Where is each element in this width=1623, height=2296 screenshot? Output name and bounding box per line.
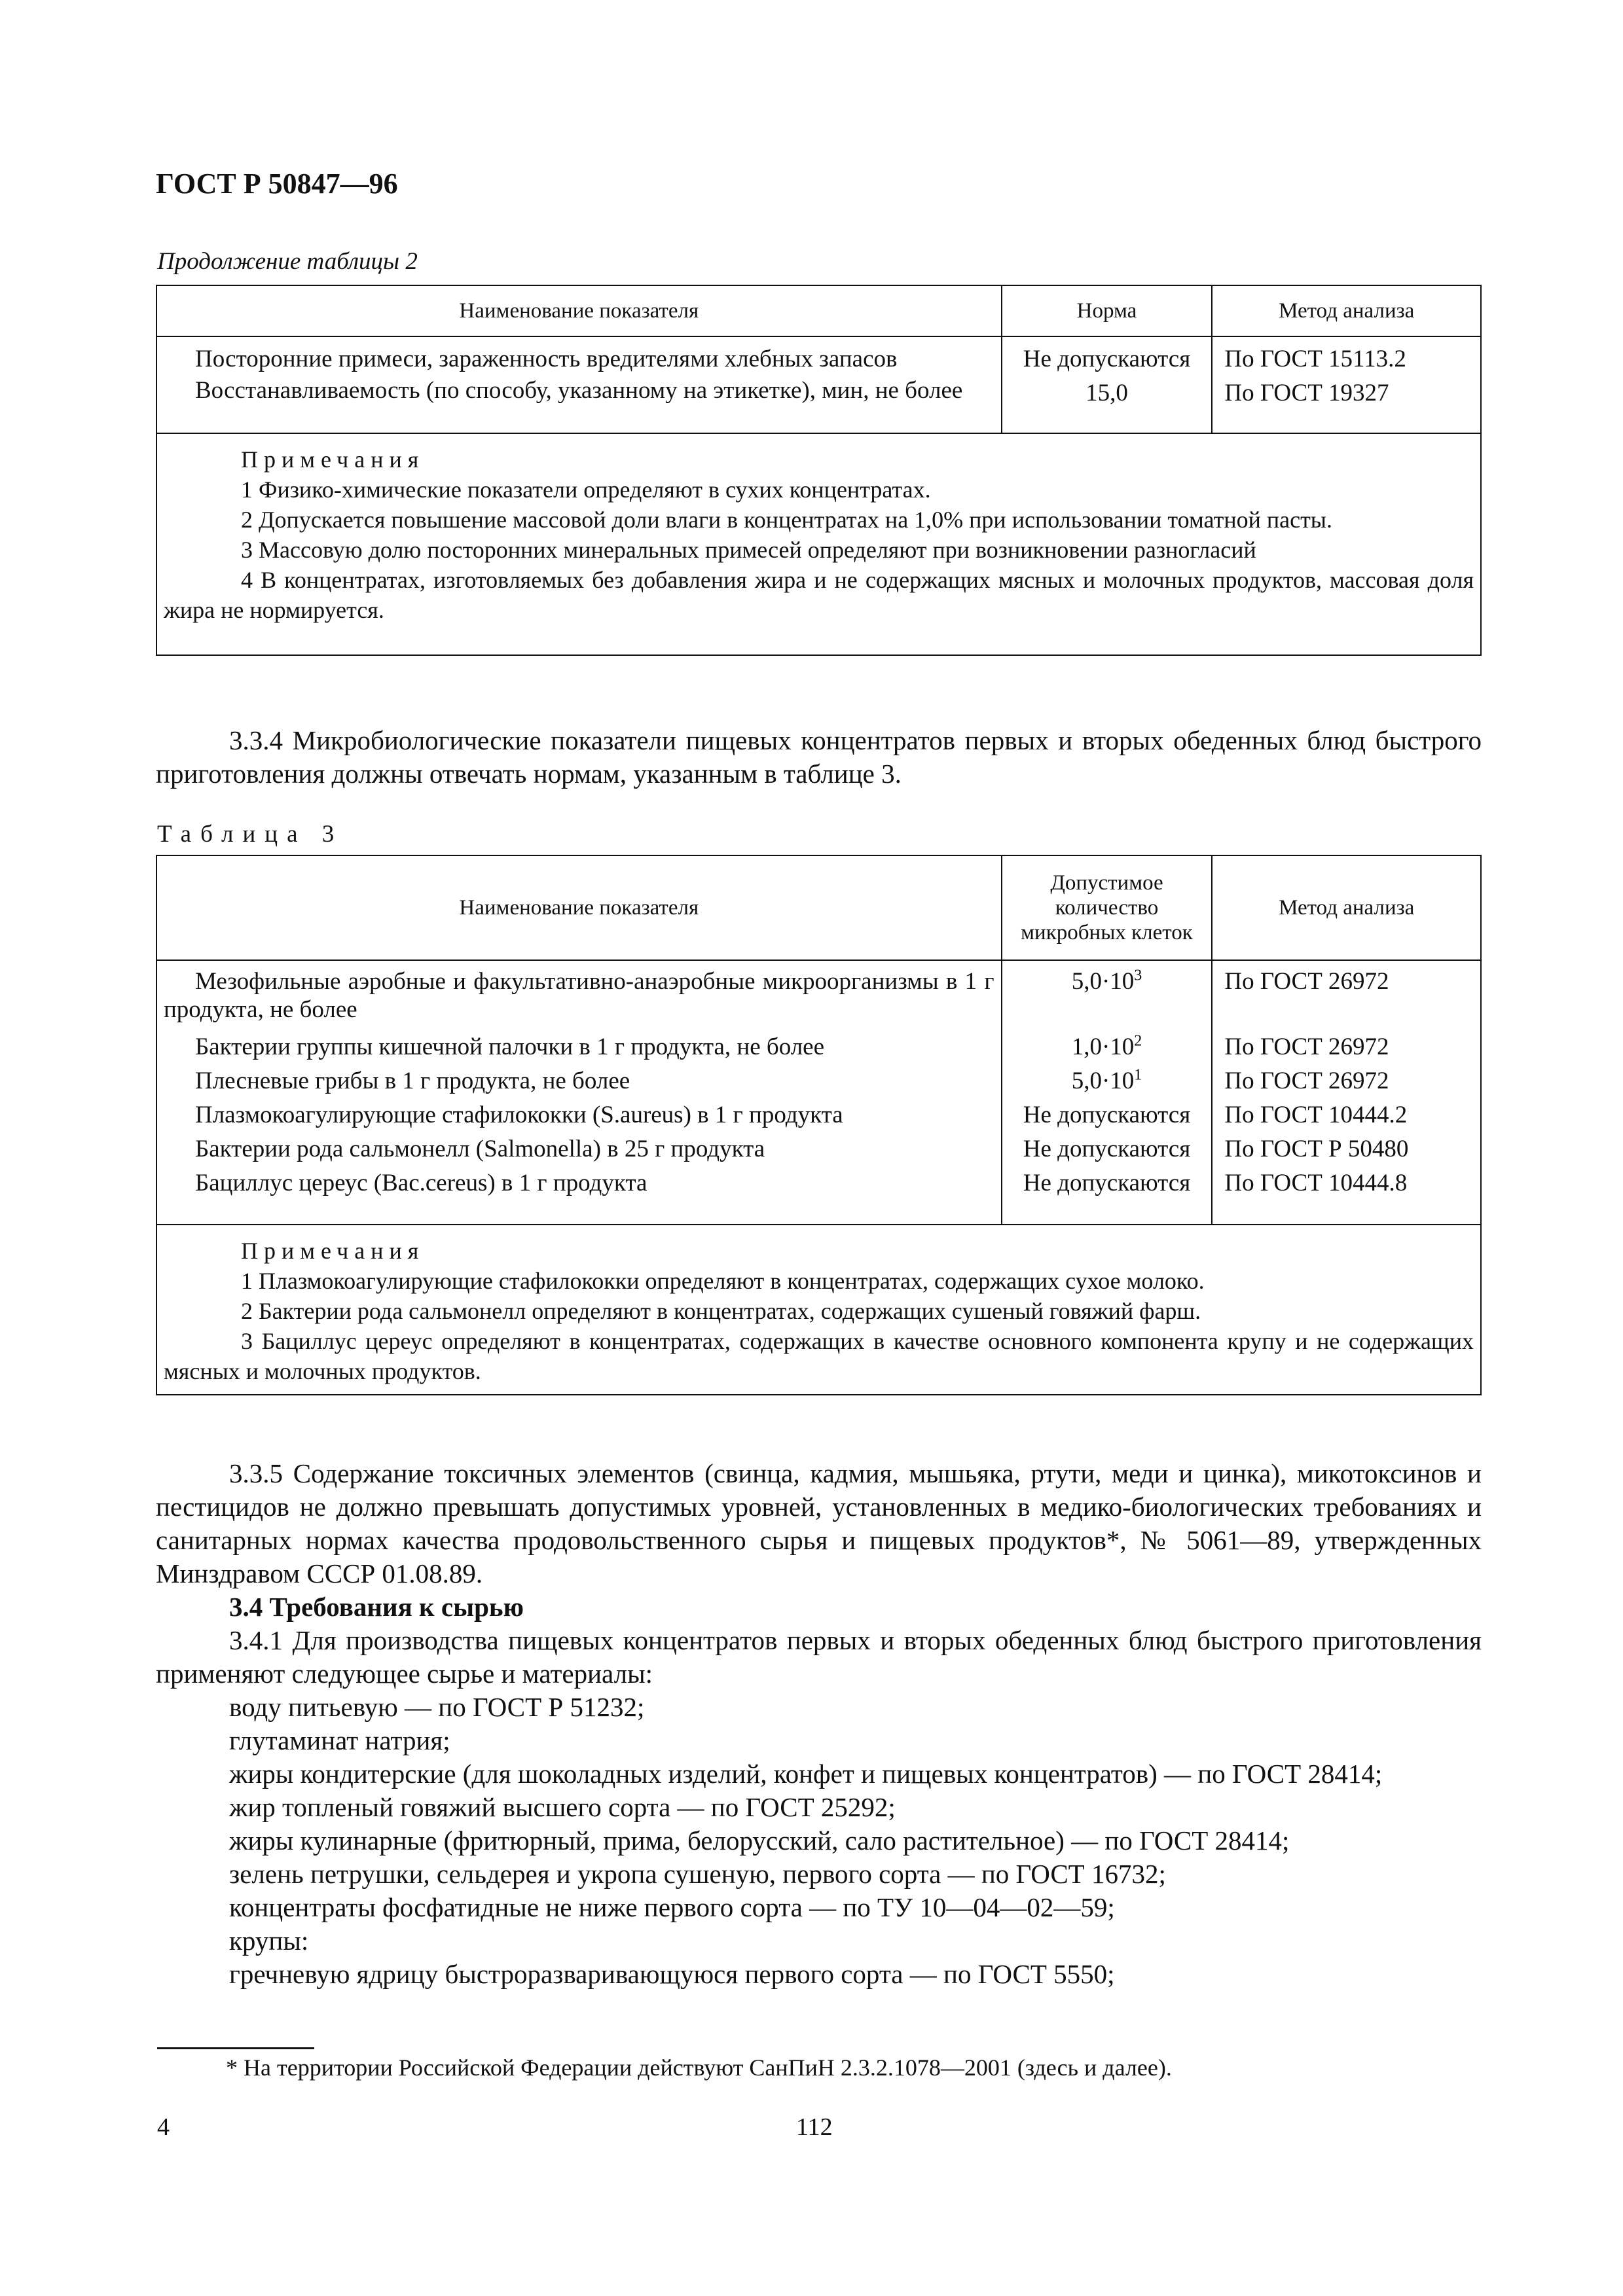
- notes-title: Примечания: [241, 1238, 425, 1264]
- table-row-count: Не допускаются: [1023, 1170, 1191, 1196]
- table-row-norm: 15,0: [1085, 380, 1128, 406]
- table3-body: [156, 960, 1481, 1225]
- table3-header-row: [156, 855, 1481, 960]
- table2-caption: Продолжение таблицы 2: [157, 248, 418, 275]
- table3-col-method: Метод анализа: [1212, 855, 1481, 960]
- table-row-count: $5,0\cdot 10^1$: [1071, 1066, 1142, 1094]
- table-row-method: По ГОСТ 10444.2: [1224, 1102, 1408, 1128]
- page-number: 4: [157, 2113, 170, 2141]
- footnote-divider: [157, 2047, 314, 2049]
- table-row-name: Восстанавливаемость (по способу, указанному на этикетке), мин, не более: [195, 377, 963, 404]
- list-item: крупы:: [229, 1926, 309, 1956]
- table3-notes-row: [156, 1225, 1481, 1395]
- table-3: [156, 855, 1482, 1395]
- table-row-method: По ГОСТ 15113.2: [1224, 346, 1406, 372]
- list-item: зелень петрушки, сельдерея и укропа сушеную, первого сорта — по ГОСТ 16732;: [229, 1859, 1166, 1889]
- list-item: жиры кулинарные (фритюрный, прима, белорусский, сало растительное) — по ГОСТ 28414;: [229, 1825, 1290, 1856]
- table-row-method: По ГОСТ 26972: [1224, 1033, 1389, 1060]
- paragraph-3-3-4: 3.3.4 Микробиологические показатели пищевых концентратов первых и вторых обеденных блюд быстрого приготовления должны отвечать нормам, указанным в таблице 3.: [156, 725, 1482, 789]
- table-row-norm: Не допускаются: [1023, 346, 1191, 372]
- table-row-name: Плесневые грибы в 1 г продукта, не более: [195, 1067, 630, 1094]
- notes-title: Примечания: [241, 446, 425, 473]
- list-item: воду питьевую — по ГОСТ Р 51232;: [229, 1692, 645, 1722]
- note-item: 3 Массовую долю посторонних минеральных примесей определяют при возникновении разногласий: [241, 537, 1256, 563]
- footnote: * На территории Российской Федерации действуют СанПиН 2.3.2.1078—2001 (здесь и далее).: [226, 2054, 1172, 2081]
- table-row-name: Мезофильные аэробные и факультативно-анаэробные микроорганизмы в 1 г продукта, не более: [164, 968, 994, 1023]
- table2-body: [156, 336, 1481, 433]
- table-row-name: Посторонние примеси, зараженность вредителями хлебных запасов: [195, 346, 898, 372]
- table-row-count: $1,0\cdot 10^2$: [1071, 1032, 1142, 1060]
- table-row-method: По ГОСТ 19327: [1224, 380, 1389, 406]
- table-row-name: Плазмокоагулирующие стафилококки (S.aureus) в 1 г продукта: [195, 1102, 843, 1128]
- table2-notes-row: [156, 433, 1481, 655]
- table3-col-count: Допустимое количество микробных клеток: [1002, 855, 1213, 960]
- note-item: 2 Бактерии рода сальмонелл определяют в концентратах, содержащих сушеный говяжий фарш.: [241, 1298, 1201, 1324]
- paragraph-3-3-5: 3.3.5 Содержание токсичных элементов (свинца, кадмия, мышьяка, ртути, меди и цинка), микотоксинов и пестицидов не должно превышать допустимых уровней, установленных в медико-биологических требованиях и санитарных нормах качества продовольственного сырья и пищевых продуктов*, № 5061—89, утвержденных Минздравом СССР 01.08.89.: [156, 1458, 1482, 1588]
- table3-col-name: Наименование показателя: [156, 855, 1002, 960]
- note-item: 1 Плазмокоагулирующие стафилококки определяют в концентратах, содержащих сухое молоко.: [241, 1268, 1205, 1294]
- heading-3-4: 3.4 Требования к сырью: [229, 1592, 524, 1622]
- table-row-count: Не допускаются: [1023, 1102, 1191, 1128]
- table2-header-row: [156, 285, 1481, 336]
- note-item: 3 Бациллус цереус определяют в концентратах, содержащих в качестве основного компонента крупу и не содержащих мясных и молочных продуктов.: [164, 1328, 1474, 1384]
- table-row-method: По ГОСТ 26972: [1224, 1067, 1389, 1094]
- table2-col-name: Наименование показателя: [156, 285, 1002, 336]
- print-page-number: 112: [796, 2113, 833, 2141]
- table-row-count: Не допускаются: [1023, 1136, 1191, 1162]
- list-item: концентраты фосфатидные не ниже первого сорта — по ТУ 10—04—02—59;: [229, 1892, 1115, 1922]
- section-3-3-5-to-3-4: [156, 1457, 1482, 1991]
- list-item: жир топленый говяжий высшего сорта — по ГОСТ 25292;: [229, 1792, 896, 1822]
- table-row-method: По ГОСТ 26972: [1224, 968, 1389, 995]
- table-row-name: Бациллус цереус (Bac.cereus) в 1 г продукта: [195, 1170, 647, 1196]
- document-code: ГОСТ Р 50847—96: [156, 168, 398, 200]
- paragraph-3-4-1: 3.4.1 Для производства пищевых концентратов первых и вторых обеденных блюд быстрого приготовления применяют следующее сырье и материалы:: [156, 1625, 1482, 1689]
- table3-caption: Таблица 3: [157, 821, 344, 848]
- table-row-method: По ГОСТ Р 50480: [1224, 1136, 1409, 1162]
- list-item: гречневую ядрицу быстроразваривающуюся первого сорта — по ГОСТ 5550;: [229, 1959, 1115, 1989]
- note-item: 4 В концентратах, изготовляемых без добавления жира и не содержащих мясных и молочных продуктов, массовая доля жира не нормируется.: [164, 567, 1474, 623]
- table2-col-norm: Норма: [1002, 285, 1213, 336]
- list-item: жиры кондитерские (для шоколадных изделий, конфет и пищевых концентратов) — по ГОСТ 28414;: [229, 1759, 1383, 1789]
- list-item: глутаминат натрия;: [229, 1725, 450, 1755]
- section-3-3-4: [156, 724, 1482, 791]
- table2-col-method: Метод анализа: [1212, 285, 1481, 336]
- note-item: 2 Допускается повышение массовой доли влаги в концентратах на 1,0% при использовании томатной пасты.: [241, 507, 1332, 533]
- note-item: 1 Физико-химические показатели определяют в сухих концентратах.: [241, 476, 931, 503]
- table-row-method: По ГОСТ 10444.8: [1224, 1170, 1408, 1196]
- table-row-count: $5,0\cdot 10^3$: [1071, 967, 1142, 995]
- table-row-name: Бактерии рода сальмонелл (Salmonella) в 25 г продукта: [195, 1136, 765, 1162]
- table-row-name: Бактерии группы кишечной палочки в 1 г продукта, не более: [195, 1033, 825, 1060]
- table-2: [156, 285, 1482, 656]
